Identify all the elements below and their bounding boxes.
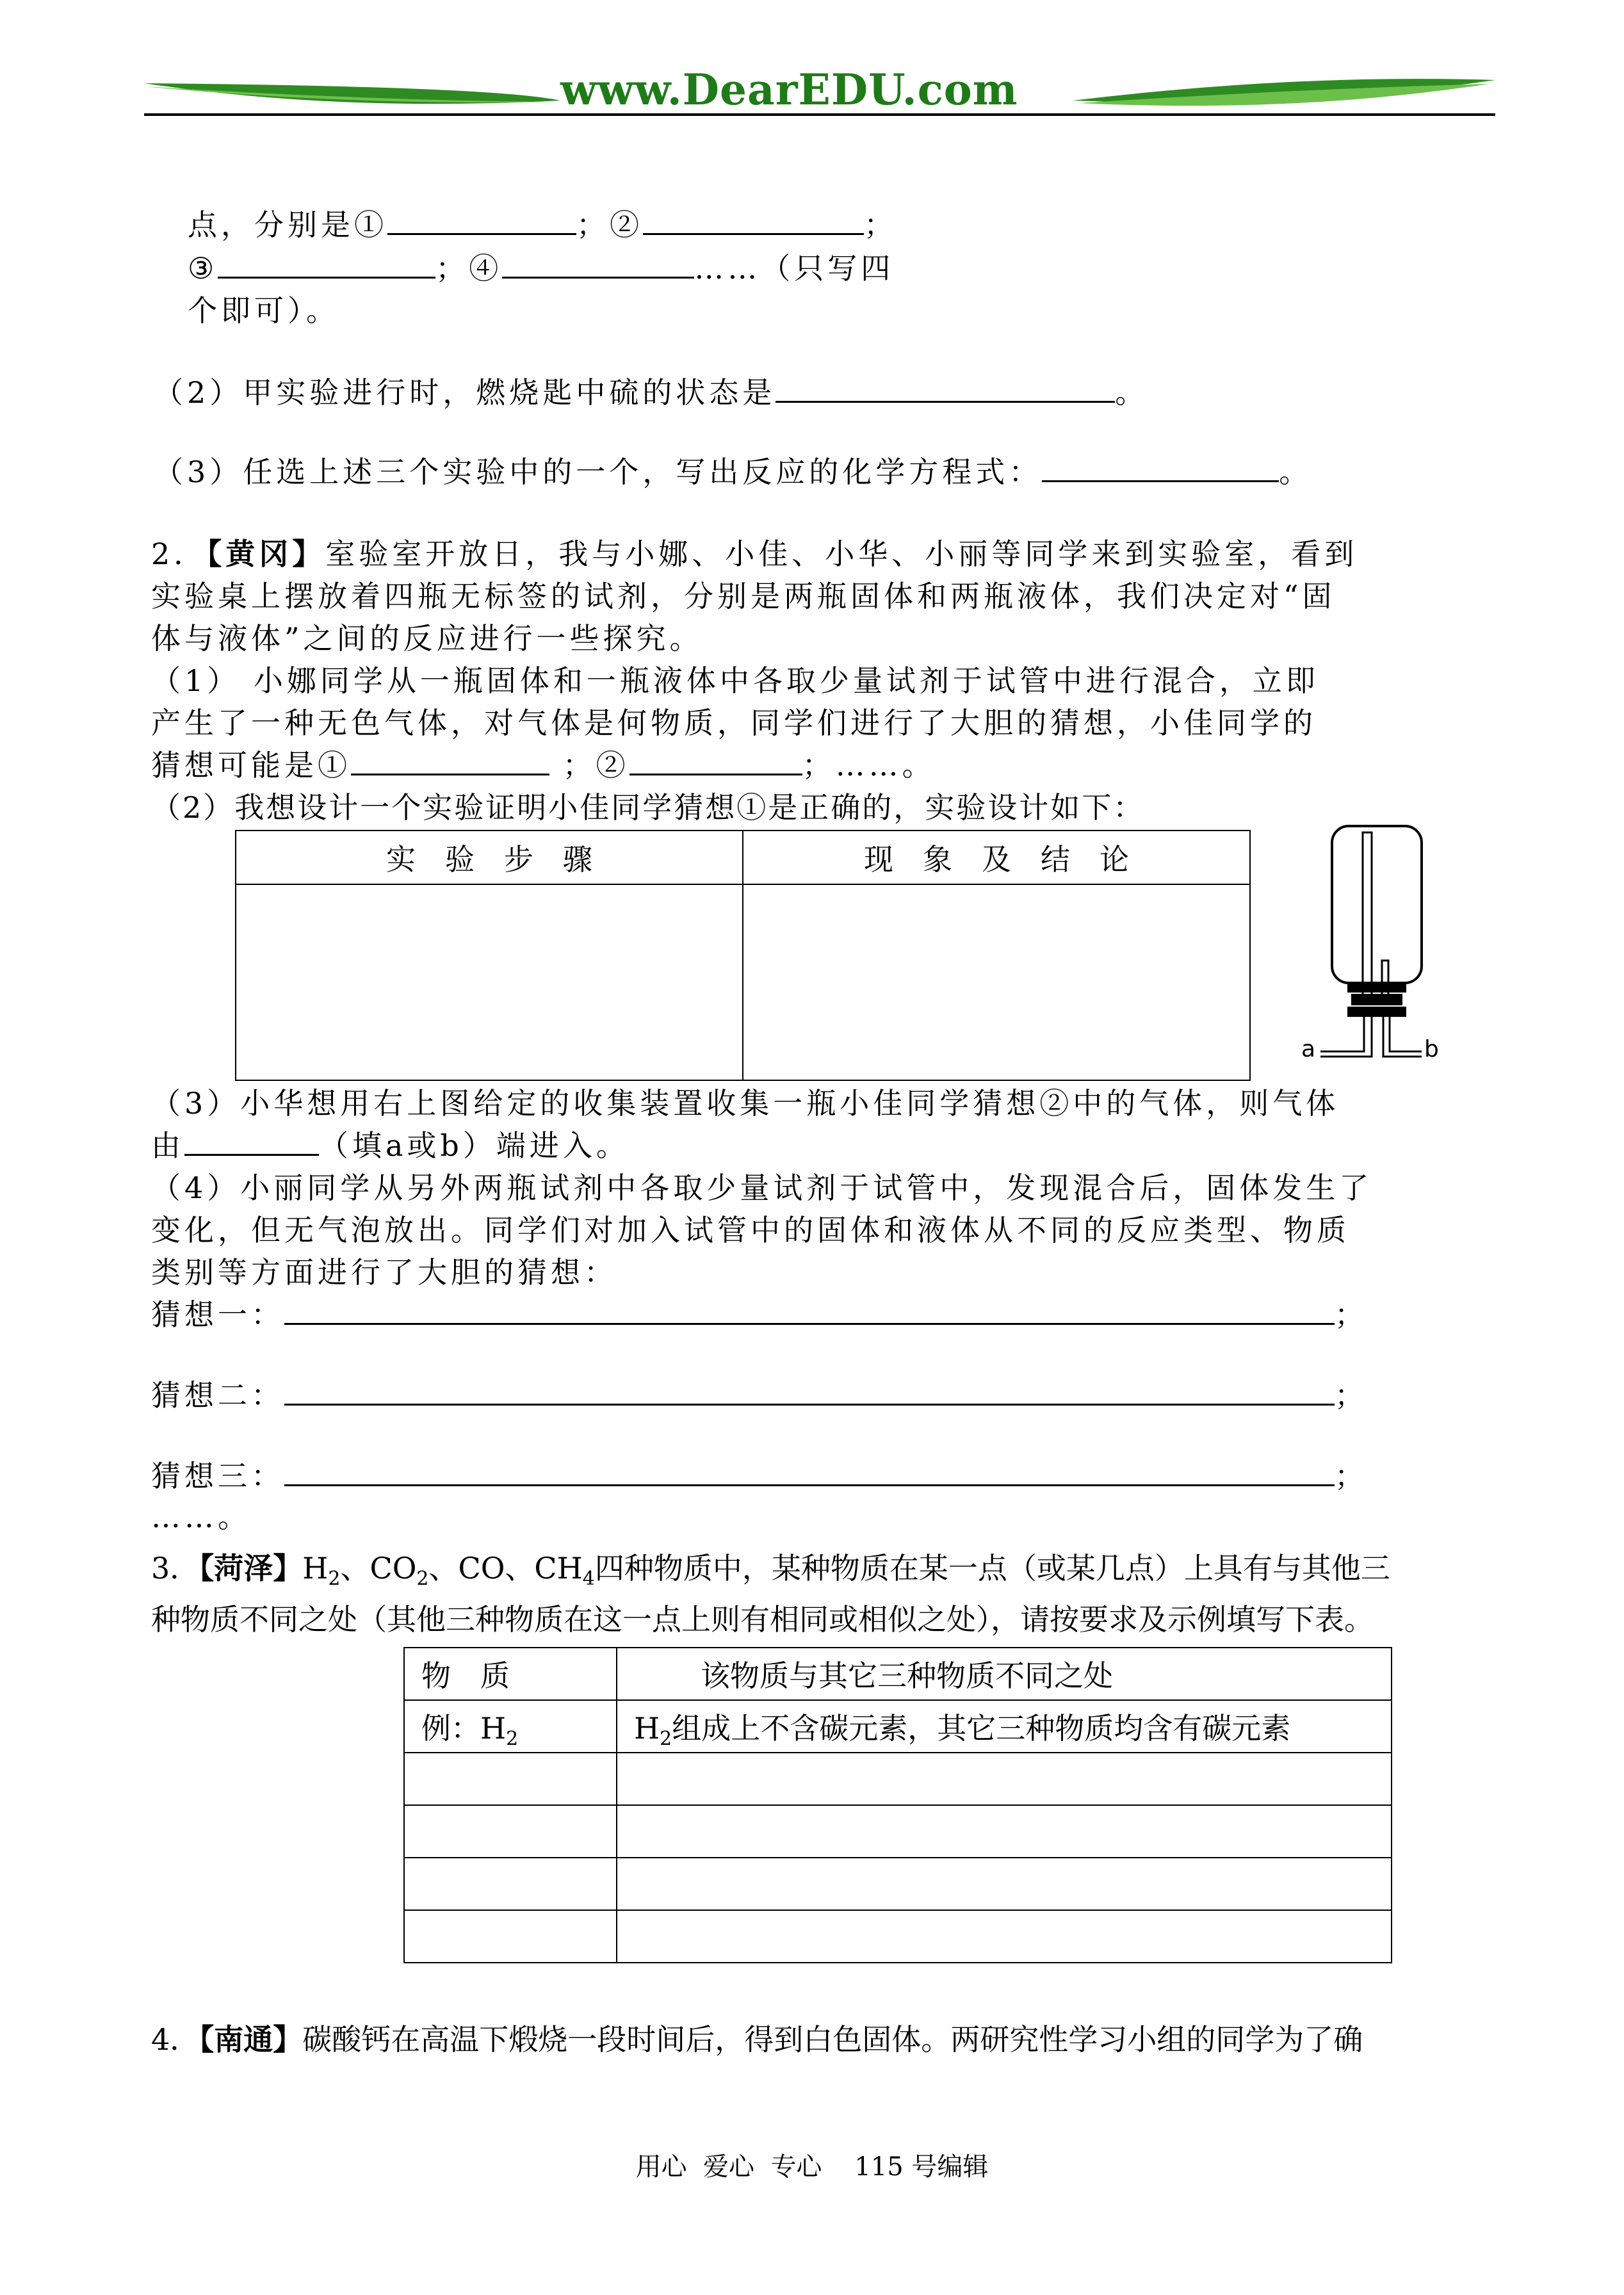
blank-equation[interactable] — [1042, 451, 1279, 482]
apparatus-label-b: b — [1424, 1036, 1439, 1062]
table-header-substance: 物 质 — [404, 1648, 617, 1700]
gas-bottle-diagram — [1306, 815, 1447, 1071]
table-row-substance[interactable] — [404, 1910, 617, 1963]
blank-sulfur-state[interactable] — [775, 371, 1115, 403]
table-row-substance[interactable] — [404, 1858, 617, 1910]
q1-line2: ③ ；④ ……（只写四 — [188, 247, 894, 289]
experiment-design-table — [235, 830, 1251, 1081]
table-row-difference[interactable] — [617, 1858, 1392, 1910]
table-header-result: 现 象 及 结 论 — [743, 831, 1250, 884]
table-row-difference[interactable] — [617, 1805, 1392, 1858]
q2-s1-line3: 猜想可能是① ；② ；……。 — [151, 744, 936, 786]
q2-s4-line3: 类别等方面进行了大胆的猜想： — [151, 1255, 617, 1290]
q2-intro-line3: 体与液体”之间的反应进行一些探究。 — [151, 621, 703, 656]
q2-s3-line1: （3）小华想用右上图给定的收集装置收集一瓶小佳同学猜想②中的气体，则气体 — [151, 1086, 1340, 1121]
q2-s1-line1: （1） 小娜同学从一瓶固体和一瓶液体中各取少量试剂于试管中进行混合，立即 — [151, 663, 1319, 698]
q2-intro-line2: 实验桌上摆放着四瓶无标签的试剂，分别是两瓶固体和两瓶液体，我们决定对“固 — [151, 579, 1336, 613]
guess-line-1: 猜想一： ； — [151, 1293, 1368, 1336]
table-row-substance[interactable] — [404, 1805, 617, 1858]
substance-comparison-table — [403, 1647, 1392, 1963]
gas-collection-apparatus — [1301, 815, 1447, 1071]
q2-intro-line1: 2．【黄冈】室验室开放日，我与小娜、小佳、小华、小丽等同学来到实验室，看到 — [151, 537, 1358, 571]
table-cell-result[interactable] — [743, 884, 1250, 1080]
q1-part2: （2）甲实验进行时，燃烧匙中硫的状态是 。 — [154, 371, 1148, 414]
blank-guess-1[interactable] — [351, 744, 549, 775]
q2-s3-line2: 由 （填a或b）端进入。 — [151, 1124, 629, 1167]
q3-line1: 3．【菏泽】$H_2$、$CO_2$、CO、$CH_4$四种物质中，某种物质在某一点（或某几点）上具有与其他三 — [151, 1551, 1390, 1590]
blank-1[interactable] — [387, 204, 576, 235]
q2-s1-line2: 产生了一种无色气体，对气体是何物质，同学们进行了大胆的猜想，小佳同学的 — [151, 706, 1317, 740]
blank-3[interactable] — [218, 247, 435, 279]
table-header-difference: 该物质与其它三种物质不同之处 — [617, 1648, 1392, 1700]
apparatus-label-a: a — [1301, 1036, 1316, 1062]
q2-s2-line: （2）我想设计一个实验证明小佳同学猜想①是正确的，实验设计如下： — [151, 790, 1145, 825]
table-row-difference[interactable] — [617, 1910, 1392, 1963]
q3-line2: 种物质不同之处（其他三种物质在这一点上则有相同或相似之处），请按要求及示例填写下表。 — [151, 1602, 1374, 1637]
blank-guess-line-1[interactable] — [284, 1293, 1335, 1325]
q3-source-tag: 【菏泽】 — [199, 1551, 303, 1585]
q4-line1: 4．【南通】碳酸钙在高温下煅烧一段时间后，得到白色固体。两研究性学习小组的同学为了确 — [151, 2022, 1363, 2057]
table-header-steps: 实 验 步 骤 — [236, 831, 743, 884]
page-header — [144, 61, 1495, 125]
page-footer: 用心 爱心 专心 115 号编辑 — [635, 2152, 989, 2182]
site-logo-text: www.DearEDU.com — [560, 65, 1018, 115]
blank-guess-line-3[interactable] — [284, 1455, 1335, 1486]
q2-s4-line1: （4）小丽同学从另外两瓶试剂中各取少量试剂于试管中，发现混合后，固体发生了 — [151, 1171, 1373, 1205]
blank-guess-line-2[interactable] — [284, 1374, 1335, 1406]
table-cell-steps[interactable] — [236, 884, 743, 1080]
example-difference-cell: $H_2$组成上不含碳元素，其它三种物质均含有碳元素 — [617, 1700, 1392, 1753]
blank-4[interactable] — [502, 247, 694, 279]
q1-line3: 个即可）。 — [188, 293, 339, 328]
example-substance-cell: 例：$H_2$ — [404, 1700, 617, 1753]
q4-source-tag: 【南通】 — [199, 2022, 303, 2057]
q2-s4-line2: 变化，但无气泡放出。同学们对加入试管中的固体和液体从不同的反应类型、物质 — [151, 1213, 1350, 1247]
guess-line-3: 猜想三： ； — [151, 1455, 1368, 1497]
blank-inlet-end[interactable] — [184, 1124, 319, 1156]
guess-ellipsis: ……。 — [151, 1500, 251, 1534]
table-row-difference[interactable] — [617, 1753, 1392, 1805]
blank-2[interactable] — [643, 204, 864, 235]
table-row-substance[interactable] — [404, 1753, 617, 1805]
blank-guess-2[interactable] — [629, 744, 802, 775]
q1-part3: （3）任选上述三个实验中的一个，写出反应的化学方程式： 。 — [154, 451, 1312, 493]
q2-source-tag: 【黄冈】 — [207, 537, 326, 571]
q1-line1: 点，分别是① ；② ； — [188, 204, 897, 246]
guess-line-2: 猜想二： ； — [151, 1374, 1368, 1416]
